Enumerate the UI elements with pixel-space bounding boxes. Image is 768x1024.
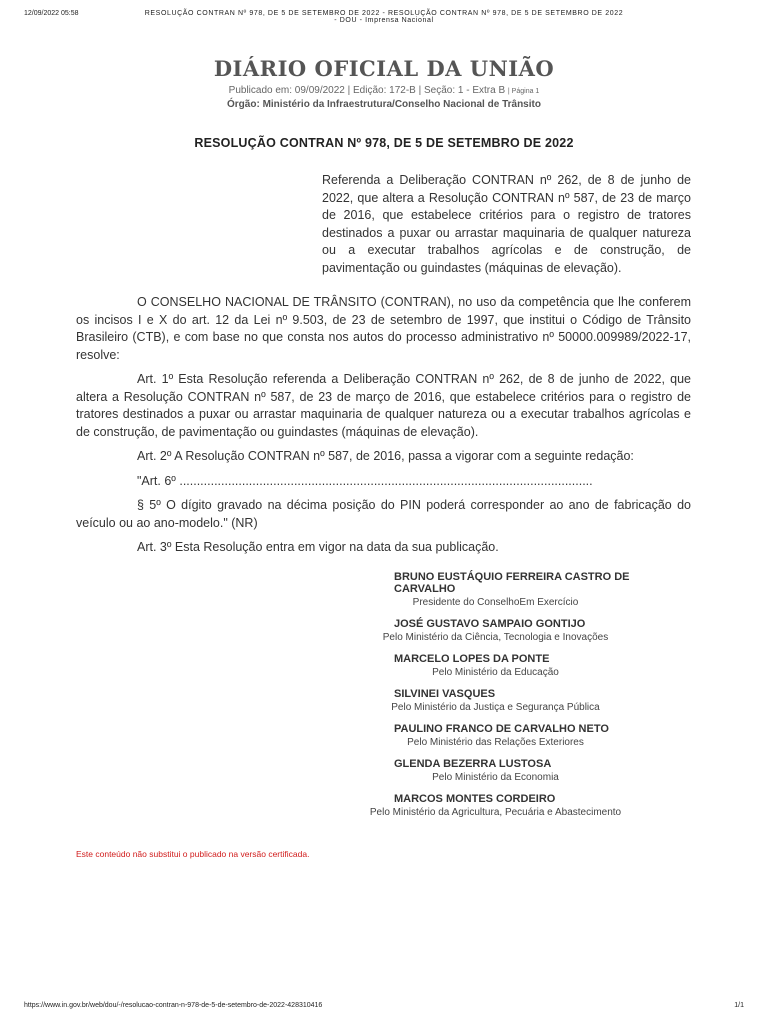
signatory-role: Pelo Ministério da Educação [432,667,559,678]
signatory-role: Pelo Ministério das Relações Exteriores [407,737,584,748]
signature [300,618,691,644]
print-header [24,10,744,24]
signatory-name: MARCOS MONTES CORDEIRO [394,793,556,805]
preamble-paragraph: O CONSELHO NACIONAL DE TRÂNSITO (CONTRAN), no uso da competência que lhe conferem os incisos I e X do art. 12 da Lei nº 9.503, de 23 de setembro de 1997, que institui o Código de Trânsito Brasileiro (CTB), e com base no que consta nos autos do processo administrativo nº 50000.009989/2022-17, resolve: [76,295,691,362]
signature [300,653,691,679]
signatory-role: Pelo Ministério da Economia [432,772,559,783]
print-footer [24,1002,744,1009]
signatory-role: Presidente do ConselhoEm Exercício [412,597,579,608]
signature [300,571,691,609]
signatory-name: PAULINO FRANCO DE CARVALHO NETO [394,723,609,735]
signatory-name: GLENDA BEZERRA LUSTOSA [394,758,552,770]
page-number: | Página 1 [507,88,540,95]
print-page-count: 1/1 [734,1002,744,1009]
print-page-title: RESOLUÇÃO CONTRAN Nº 978, DE 5 DE SETEMBRO DE 2022 - RESOLUÇÃO CONTRAN Nº 978, DE 5 DE SETEMBRO DE 2022 - DOU - Imprensa Nacional [144,10,624,24]
signatory-role: Pelo Ministério da Agricultura, Pecuária e Abastecimento [369,807,622,818]
article-3: Art. 3º Esta Resolução entra em vigor na data da sua publicação. [137,540,499,554]
article-2: Art. 2º A Resolução CONTRAN nº 587, de 2016, passa a vigorar com a seguinte redação: [137,449,634,463]
signatory-name: JOSÉ GUSTAVO SAMPAIO GONTIJO [394,618,586,630]
resolution-title: RESOLUÇÃO CONTRAN Nº 978, DE 5 DE SETEMBRO DE 2022 [194,136,574,150]
signatory-name: MARCELO LOPES DA PONTE [394,653,550,665]
signatory-name: SILVINEI VASQUES [394,688,496,700]
organ-value: Ministério da Infraestrutura/Conselho Nacional de Trânsito [262,99,541,110]
masthead [0,56,768,110]
signature-block [300,571,691,828]
signatory-role: Pelo Ministério da Justiça e Segurança Pública [391,702,600,713]
certification-disclaimer: Este conteúdo não substitui o publicado na versão certificada. [76,849,310,859]
print-url: https://www.in.gov.br/web/dou/-/resolucao-contran-n-978-de-5-de-setembro-de-2022-428310416 [24,1002,323,1009]
signature [300,793,691,819]
article-1: Art. 1º Esta Resolução referenda a Deliberação CONTRAN nº 262, de 8 de junho de 2022, que altera a Resolução CONTRAN nº 587, de 23 de março de 2016, que estabelece critérios para o registro de tratores destinados a puxar ou arrastar maquinaria de qualquer natureza ou a executar trabalhos agrícolas e de construção, de pavimentação ou guindastes (máquinas de elevação). [76,372,691,439]
signature [300,688,691,714]
organ-label: Órgão: [227,99,260,110]
newspaper-title: DIÁRIO OFICIAL DA UNIÃO [213,56,555,81]
article-6-quote: "Art. 6º ....................................................................................................................... [137,473,593,488]
signature [300,758,691,784]
ementa: Referenda a Deliberação CONTRAN nº 262, de 8 de junho de 2022, que altera a Resolução CONTRAN nº 587, de 23 de março de 2016, que estabelece critérios para o registro de tratores destinados a puxar ou arrastar maquinaria de qualquer natureza ou a executar trabalhos agrícolas e de construção, de pavimentação ou guindastes (máquinas de elevação). [322,173,691,275]
resolution-body [76,294,691,564]
publication-meta [0,85,768,96]
print-timestamp: 12/09/2022 05:58 [24,10,79,17]
organ-line [0,99,768,110]
signatory-role: Pelo Ministério da Ciência, Tecnologia e Inovações [382,632,609,643]
signature [300,723,691,749]
paragraph-5: § 5º O dígito gravado na décima posição do PIN poderá corresponder ao ano de fabricação do veículo ou ao ano-modelo." (NR) [76,498,691,530]
publication-info: Publicado em: 09/09/2022 | Edição: 172-B | Seção: 1 - Extra B [228,85,506,96]
signatory-name: BRUNO EUSTÁQUIO FERREIRA CASTRO DE CARVALHO [394,571,630,595]
